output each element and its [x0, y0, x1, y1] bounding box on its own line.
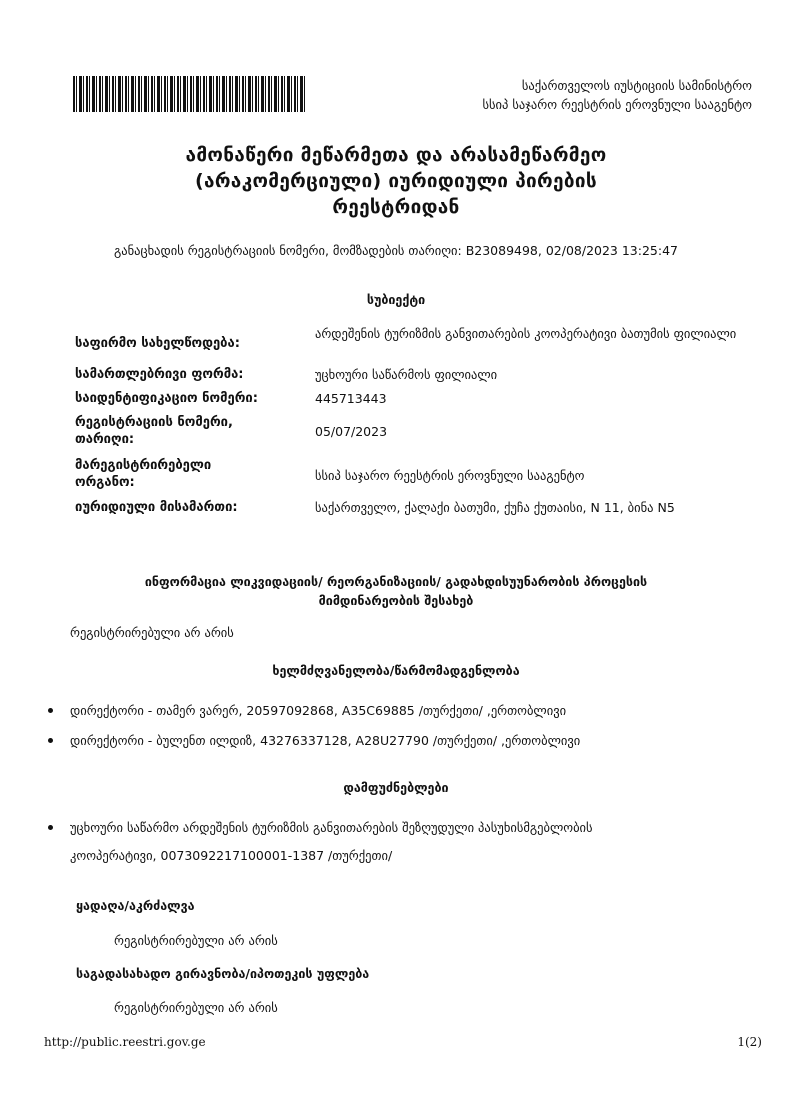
founder-line-2: კოოპერატივი, 0073092217100001-1387 /თურქეთი/	[70, 848, 393, 863]
founders-heading: დამფუძნებლები	[343, 780, 449, 795]
title-line-3: რეესტრიდან	[332, 196, 460, 218]
row-value: 445713443	[315, 391, 387, 406]
tax-lien-status: რეგისტრირებული არ არის	[114, 1000, 278, 1015]
list-item	[48, 727, 768, 755]
page-number: 1(2)	[737, 1035, 762, 1049]
management-heading: ხელმძღვანელობა/წარმომადგენლობა	[272, 663, 520, 678]
bullet-icon	[48, 825, 53, 830]
row-label: საფირმო სახელწოდება:	[75, 336, 240, 351]
row-label: სამართლებრივი ფორმა:	[75, 367, 244, 382]
bullet-icon	[48, 738, 53, 743]
management-item-1: დირექტორი - თამერ ვარერ, 20597092868, A35C69885 /თურქეთი/ ,ერთობლივი	[70, 703, 567, 718]
row-label: მარეგისტრირებელი ორგანო:	[75, 458, 212, 490]
subject-heading: სუბიექტი	[366, 292, 426, 307]
liquidation-heading-line-2: მიმდინარეობის შესახებ	[318, 593, 474, 608]
agency-line-registry: სსიპ საჯარო რეესტრის ეროვნული სააგენტო	[482, 97, 752, 112]
founder-item	[70, 814, 750, 870]
bullet-icon	[48, 708, 53, 713]
seizure-status: რეგისტრირებული არ არის	[114, 933, 278, 948]
row-value: 05/07/2023	[315, 424, 388, 439]
list-item	[48, 697, 768, 725]
row-value: არდეშენის ტურიზმის განვითარების კოოპერატივი ბათუმის ფილიალი	[315, 326, 737, 341]
row-label: იურიდიული მისამართი:	[75, 500, 238, 515]
list-item	[48, 814, 768, 870]
row-label: საიდენტიფიკაციო ნომერი:	[75, 391, 258, 406]
row-value: უცხოური საწარმოს ფილიალი	[315, 367, 498, 382]
seizure-heading: ყადაღა/აკრძალვა	[76, 898, 195, 913]
row-value: სსიპ საჯარო რეესტრის ეროვნული სააგენტო	[315, 468, 585, 483]
row-label: რეგისტრაციის ნომერი, თარიღი:	[75, 415, 233, 447]
liquidation-heading-line-1: ინფორმაცია ლიკვიდაციის/ რეორგანიზაციის/ გადახდისუუნარობის პროცესის	[144, 574, 648, 589]
footer-url: http://public.reestri.gov.ge	[44, 1035, 206, 1049]
agency-line-ministry: საქართველოს იუსტიციის სამინისტრო	[521, 78, 752, 93]
founder-line-1: უცხოური საწარმო არდეშენის ტურიზმის განვითარების შეზღუდული პასუხისმგებლობის	[70, 820, 593, 835]
document-title	[0, 142, 792, 220]
management-item-2: დირექტორი - ბულენთ ილდიზ, 43276337128, A28U27790 /თურქეთი/ ,ერთობლივი	[70, 733, 581, 748]
title-line-2: (არაკომერციული) იურიდიული პირების	[195, 170, 597, 192]
row-value: საქართველო, ქალაქი ბათუმი, ქუჩა ქუთაისი, N 11, ბინა N5	[315, 500, 675, 515]
barcode-icon	[73, 76, 305, 112]
application-line: განაცხადის რეგისტრაციის ნომერი, მომზადების თარიღი: B23089498, 02/08/2023 13:25:47	[114, 243, 678, 258]
agency-block	[483, 76, 753, 114]
liquidation-heading	[0, 572, 792, 610]
tax-lien-heading: საგადასახადო გირავნობა/იპოთეკის უფლება	[76, 966, 370, 981]
subject-row-name	[75, 325, 755, 365]
title-line-1: ამონაწერი მეწარმეთა და არასამეწარმეო	[185, 144, 607, 166]
liquidation-status: რეგისტრირებული არ არის	[70, 625, 234, 640]
